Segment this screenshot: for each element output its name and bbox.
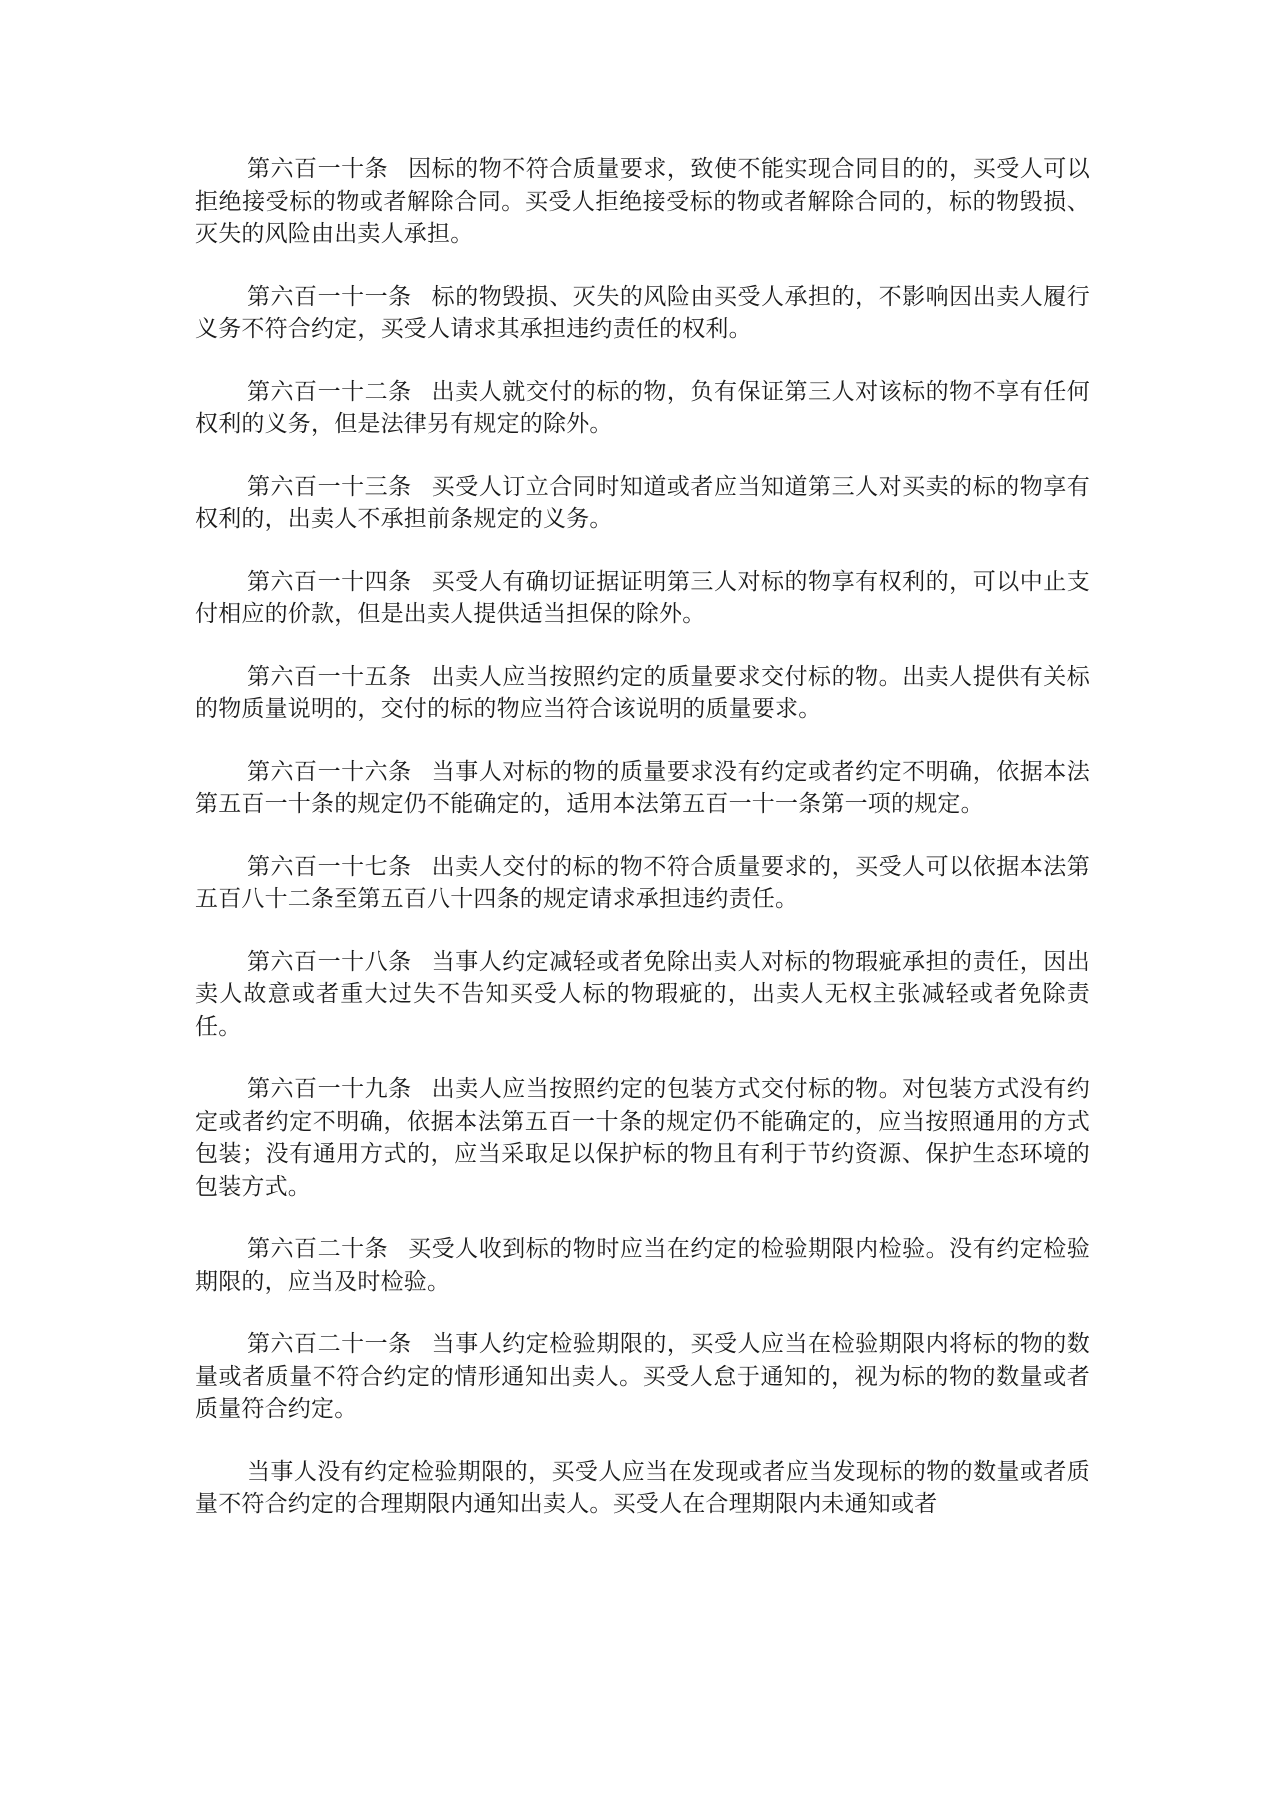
article-number: 第六百一十条: [247, 156, 389, 182]
article-number: 第六百二十一条: [247, 1331, 412, 1357]
article-613: [195, 471, 1090, 536]
article-616: [195, 756, 1090, 821]
article-612: [195, 376, 1090, 441]
article-number: 第六百一十三条: [247, 473, 412, 500]
article-text: 出卖人应当按照约定的包装方式交付标的物。对包装方式没有约定或者约定不明确，依据本法第五百一十条的规定仍不能确定的，应当按照通用的方式包装；没有通用方式的，应当采取足以保护标的物且有利于节约资源、保护生态环境的包装方式。: [195, 1076, 1090, 1200]
article-text: 出卖人应当按照约定的质量要求交付标的物。出卖人提供有关标的物质量说明的，交付的标的物应当符合该说明的质量要求。: [195, 663, 1090, 722]
article-text: 买受人有确切证据证明第三人对标的物享有权利的，可以中止支付相应的价款，但是出卖人提供适当担保的除外。: [195, 568, 1090, 627]
article-number: 第六百一十六条: [247, 758, 412, 785]
article-text: 出卖人交付的标的物不符合质量要求的，买受人可以依据本法第五百八十二条至第五百八十四条的规定请求承担违约责任。: [195, 853, 1090, 912]
article-text: 出卖人就交付的标的物，负有保证第三人对该标的物不享有任何权利的义务，但是法律另有规定的除外。: [195, 378, 1090, 437]
article-614: [195, 566, 1090, 631]
article-text: 当事人约定检验期限的，买受人应当在检验期限内将标的物的数量或者质量不符合约定的情形通知出卖人。买受人怠于通知的，视为标的物的数量或者质量符合约定。: [195, 1331, 1090, 1422]
article-number: 第六百一十一条: [247, 283, 412, 310]
article-number: 第六百一十四条: [247, 568, 412, 595]
article-text: 当事人约定减轻或者免除出卖人对标的物瑕疵承担的责任，因出卖人故意或者重大过失不告知买受人标的物瑕疵的，出卖人无权主张减轻或者免除责任。: [195, 948, 1090, 1040]
article-619: [195, 1073, 1090, 1203]
article-620: [195, 1233, 1090, 1298]
article-number: 第六百一十二条: [247, 378, 412, 405]
article-text: 当事人没有约定检验期限的，买受人应当在发现或者应当发现标的物的数量或者质量不符合约定的合理期限内通知出卖人。买受人在合理期限内未通知或者: [195, 1458, 1090, 1517]
article-617: [195, 851, 1090, 916]
article-text: 买受人订立合同时知道或者应当知道第三人对买卖的标的物享有权利的，出卖人不承担前条规定的义务。: [195, 473, 1090, 532]
article-618: [195, 946, 1090, 1044]
article-text: 当事人对标的物的质量要求没有约定或者约定不明确，依据本法第五百一十条的规定仍不能确定的，适用本法第五百一十一条第一项的规定。: [195, 758, 1090, 817]
article-611: [195, 281, 1090, 346]
article-615: [195, 661, 1090, 726]
article-610: [195, 153, 1090, 251]
article-number: 第六百一十九条: [247, 1076, 412, 1102]
article-621: [195, 1328, 1090, 1426]
article-text: 因标的物不符合质量要求，致使不能实现合同目的的，买受人可以拒绝接受标的物或者解除合同。买受人拒绝接受标的物或者解除合同的，标的物毁损、灭失的风险由出卖人承担。: [195, 156, 1090, 247]
article-number: 第六百一十八条: [247, 948, 412, 975]
article-text: 买受人收到标的物时应当在约定的检验期限内检验。没有约定检验期限的，应当及时检验。: [195, 1236, 1090, 1295]
article-621-paragraph-2: [195, 1456, 1090, 1521]
article-number: 第六百一十七条: [247, 853, 412, 880]
article-number: 第六百二十条: [247, 1236, 389, 1262]
article-text: 标的物毁损、灭失的风险由买受人承担的，不影响因出卖人履行义务不符合约定，买受人请求其承担违约责任的权利。: [195, 283, 1090, 342]
document-body: [195, 153, 1090, 1551]
article-number: 第六百一十五条: [247, 663, 412, 690]
